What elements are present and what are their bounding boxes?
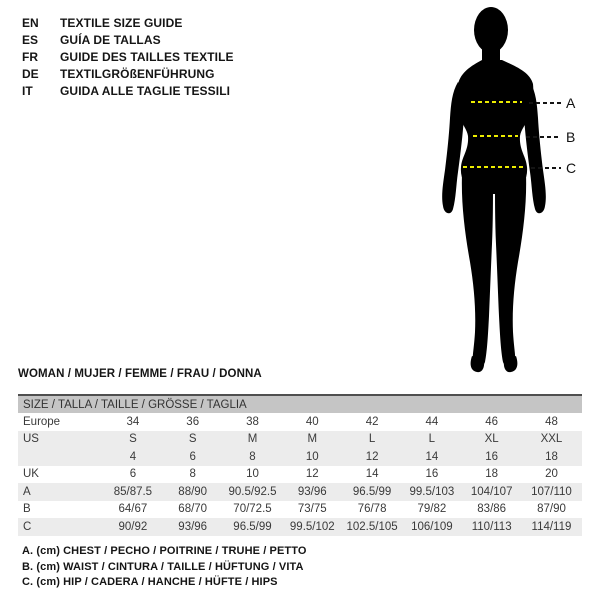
size-cell: 34 (126, 415, 140, 428)
language-title: TEXTILGRÖßENFÜHRUNG (60, 66, 215, 81)
size-cell: 36 (186, 415, 200, 428)
size-cell: 106/109 (411, 520, 453, 533)
size-table (18, 394, 582, 536)
size-cell: 4 (129, 450, 137, 463)
size-cell: M (307, 433, 318, 446)
table-row (18, 483, 582, 501)
size-cell: 6 (129, 468, 137, 481)
language-title: GUÍA DE TALLAS (60, 32, 161, 47)
size-cell: 107/110 (531, 485, 572, 498)
measure-label-c: C (566, 160, 577, 176)
language-title: GUIDE DES TAILLES TEXTILE (60, 49, 234, 64)
size-cell: 99.5/102 (289, 520, 335, 533)
size-cell: 8 (249, 450, 256, 463)
size-cell: 42 (365, 415, 379, 428)
size-cell: 18 (545, 450, 558, 463)
language-code: DE (22, 66, 39, 81)
size-cell: 99.5/103 (409, 485, 455, 498)
table-row (18, 518, 582, 536)
size-cell: 40 (305, 415, 319, 428)
size-cell: 10 (246, 468, 259, 481)
table-row (18, 413, 582, 431)
size-cell: 12 (365, 450, 379, 463)
size-cell: 90.5/92.5 (228, 485, 277, 498)
size-cell: 44 (425, 415, 439, 428)
size-cell: L (368, 433, 376, 446)
measure-label-a: A (566, 95, 576, 111)
size-cell: 110/113 (471, 520, 512, 533)
legend-line: C. (cm) HIP / CADERA / HANCHE / HÜFTE / HIPS (22, 576, 278, 588)
row-label: B (23, 503, 31, 516)
size-table-header: SIZE / TALLA / TAILLE / GRÖSSE / TAGLIA (18, 396, 582, 413)
size-cell: 88/90 (178, 485, 208, 498)
size-cell: 14 (425, 450, 439, 463)
language-code: IT (22, 83, 33, 98)
table-row (18, 448, 582, 466)
measure-label-b: B (566, 129, 576, 145)
row-label: US (23, 433, 39, 446)
size-cell: 70/72.5 (233, 503, 272, 516)
size-cell: 90/92 (118, 520, 148, 533)
size-cell: 85/87.5 (113, 485, 153, 498)
size-cell: S (188, 433, 197, 446)
language-title: GUIDA ALLE TAGLIE TESSILI (60, 83, 231, 98)
size-cell: 93/96 (297, 485, 327, 498)
row-label: A (23, 485, 31, 498)
size-cell: 104/107 (470, 485, 513, 498)
size-cell: 18 (485, 468, 499, 481)
row-label: C (23, 520, 32, 533)
language-row (22, 14, 234, 31)
language-code: ES (22, 32, 39, 47)
size-cell: 48 (545, 415, 558, 428)
table-row (18, 431, 582, 449)
size-cell: 79/82 (417, 503, 447, 516)
size-cell: 73/75 (297, 503, 327, 516)
size-cell: 20 (545, 468, 558, 481)
size-cell: 38 (246, 415, 259, 428)
language-row (22, 65, 234, 82)
table-title: WOMAN / MUJER / FEMME / FRAU / DONNA (18, 368, 262, 380)
size-cell: 83/86 (477, 503, 507, 516)
size-cell: 68/70 (178, 503, 208, 516)
size-cell: 10 (305, 450, 319, 463)
size-cell: 93/96 (178, 520, 208, 533)
woman-silhouette (442, 7, 546, 372)
language-title: TEXTILE SIZE GUIDE (60, 15, 183, 30)
size-cell: 14 (365, 468, 379, 481)
language-row (22, 31, 234, 48)
size-cell: 8 (189, 468, 196, 481)
size-cell: 46 (485, 415, 499, 428)
size-table-body (18, 413, 582, 536)
size-cell: 64/67 (118, 503, 148, 516)
size-cell: XL (484, 433, 499, 446)
measurement-legend (22, 544, 307, 591)
size-cell: L (428, 433, 436, 446)
size-cell: 96.5/99 (233, 520, 272, 533)
size-cell: 96.5/99 (352, 485, 392, 498)
size-cell: 102.5/105 (346, 520, 398, 533)
size-cell: 12 (305, 468, 319, 481)
table-row (18, 501, 582, 519)
language-code: EN (22, 15, 39, 30)
size-cell: 87/90 (537, 503, 566, 516)
row-label: Europe (23, 415, 61, 428)
language-row (22, 48, 234, 65)
size-cell: 76/78 (357, 503, 387, 516)
legend-line: A. (cm) CHEST / PECHO / POITRINE / TRUHE / PETTO (22, 545, 307, 557)
size-cell: XXL (540, 433, 563, 446)
row-label: UK (23, 468, 39, 481)
legend-line: B. (cm) WAIST / CINTURA / TAILLE / HÜFTUNG / VITA (22, 560, 304, 573)
size-cell: 16 (425, 468, 439, 481)
table-row (18, 466, 582, 484)
language-list (22, 14, 234, 99)
size-cell: 6 (189, 450, 196, 463)
measurement-figure (425, 4, 600, 374)
language-code: FR (22, 49, 38, 64)
language-row (22, 82, 234, 99)
size-cell: S (129, 433, 137, 446)
size-cell: M (247, 433, 258, 446)
size-cell: 114/119 (531, 520, 572, 533)
size-cell: 16 (485, 450, 499, 463)
